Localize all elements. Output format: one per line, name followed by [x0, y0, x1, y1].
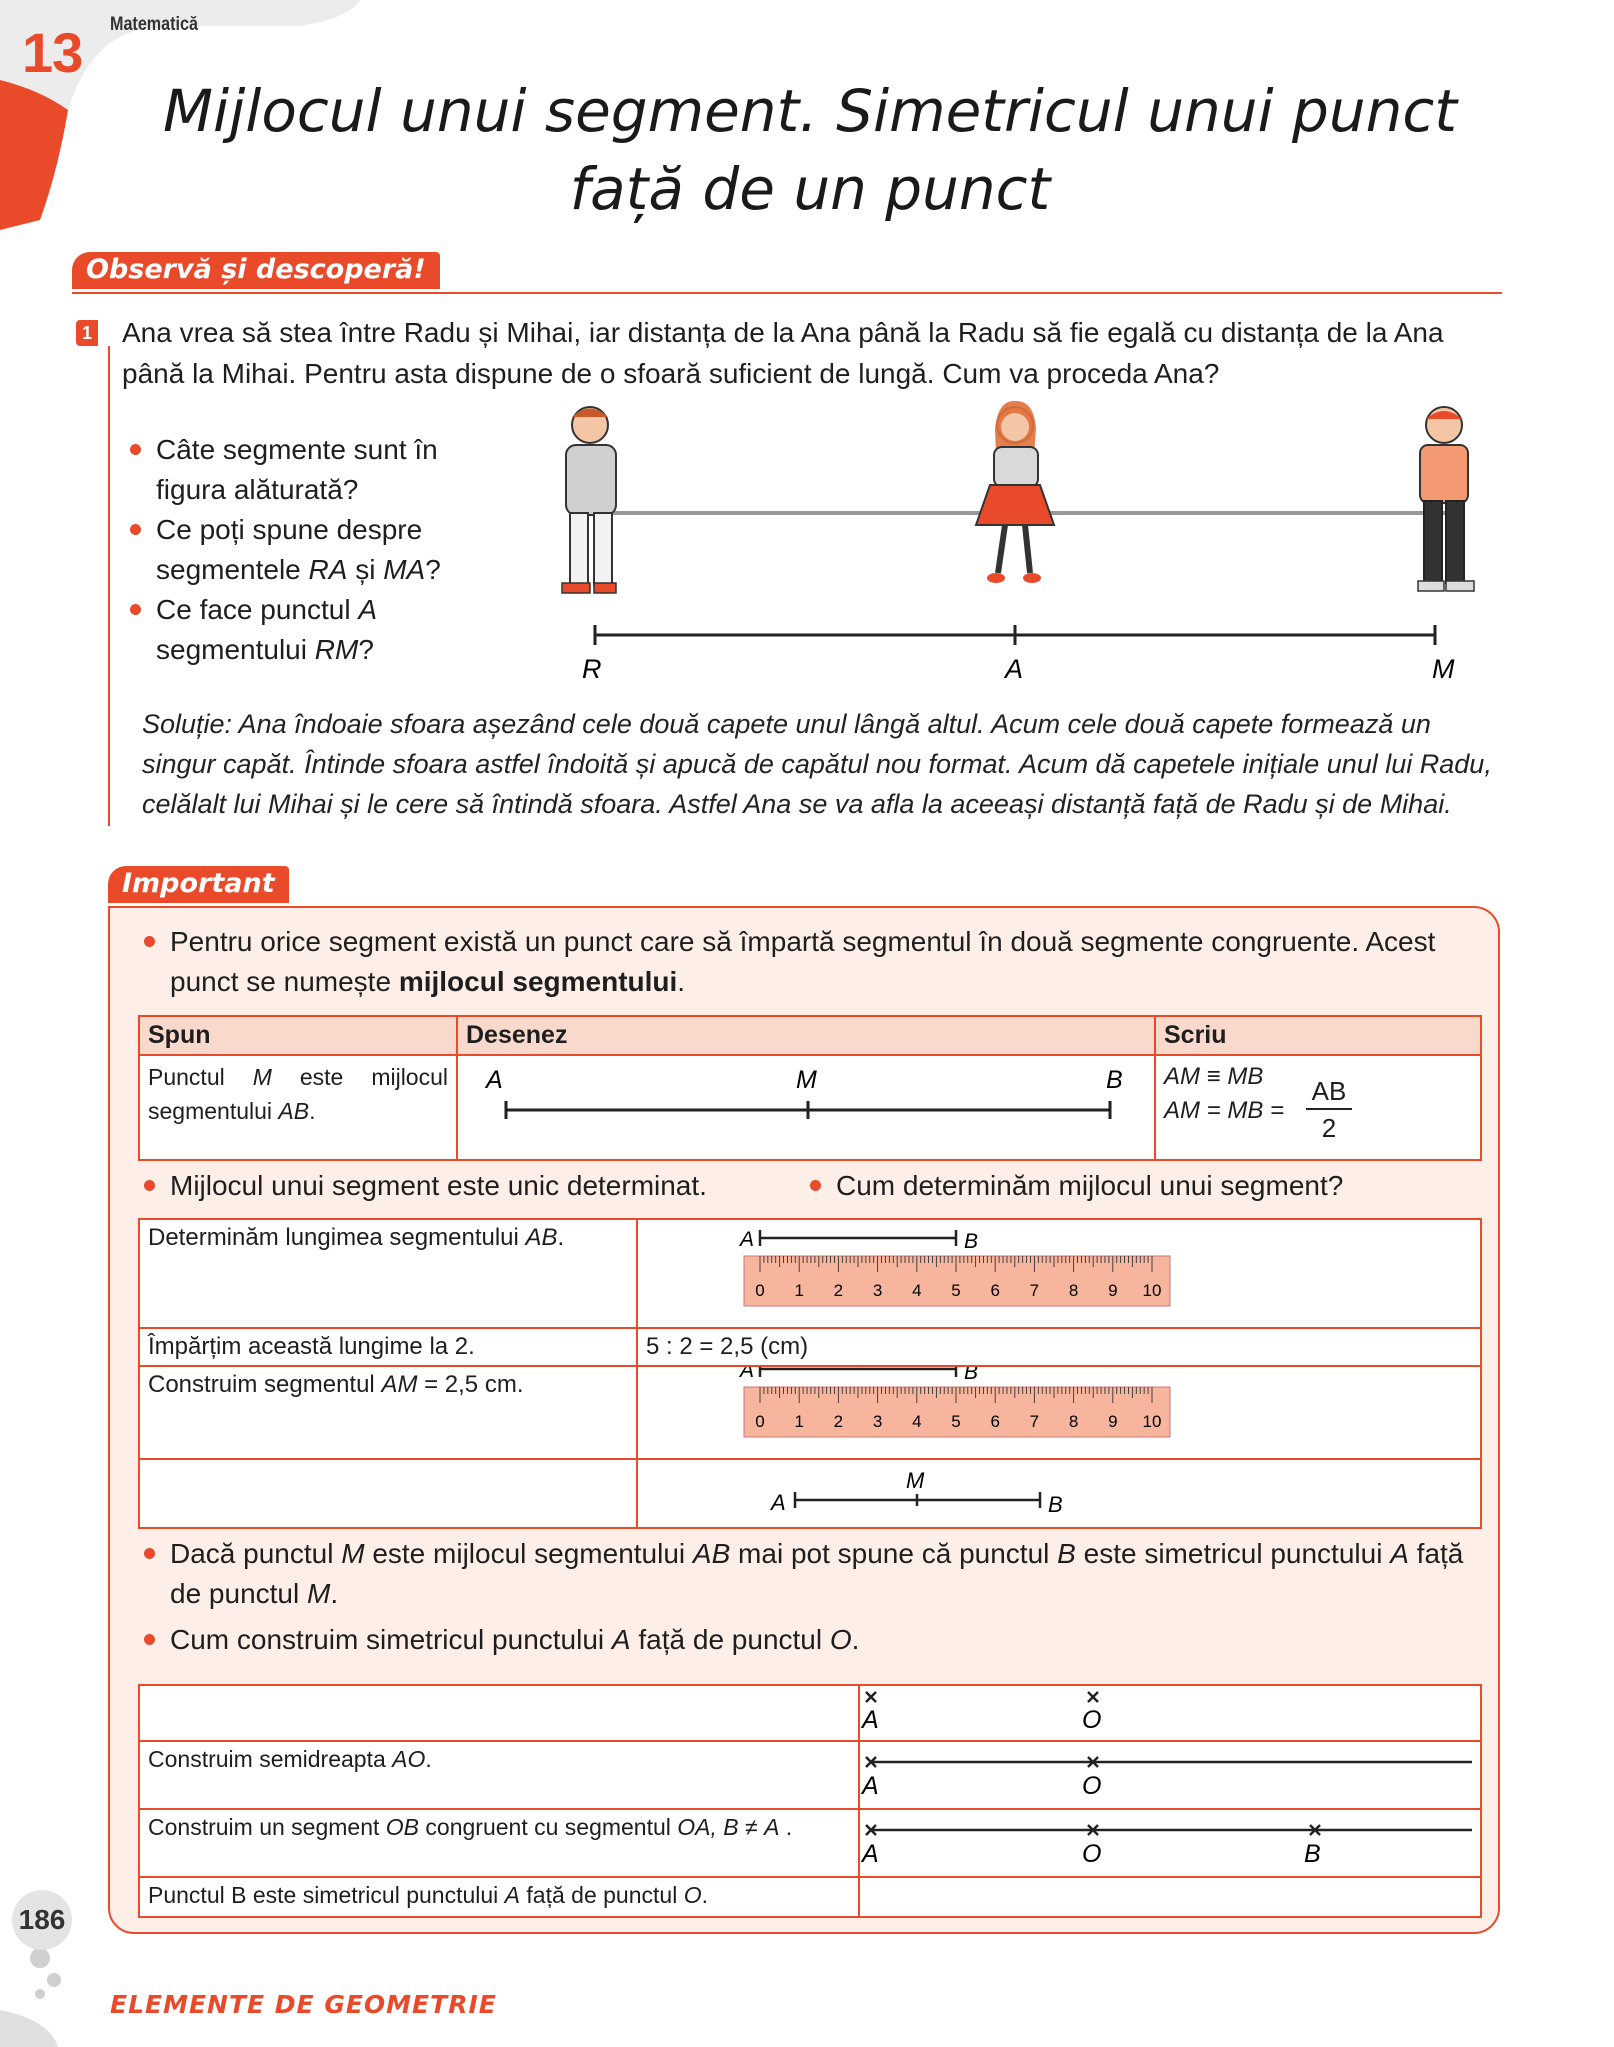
point-label-o: O [1082, 1706, 1102, 1734]
column-header: Spun [139, 1016, 457, 1055]
girl-ana-figure [976, 401, 1054, 583]
boy-radu-figure [562, 407, 616, 593]
ruler-tick-label: 0 [755, 1281, 765, 1300]
step-cell: Punctul B este simetricul punctului A față de punctul O. [139, 1877, 859, 1917]
ruler-tick-label: 0 [755, 1412, 765, 1431]
segment-amb-result [638, 1460, 1478, 1520]
drawing-cell [859, 1877, 1481, 1917]
ruler-tick-label: 7 [1029, 1281, 1040, 1300]
point-label-b: B [1106, 1066, 1123, 1094]
desenez-cell [457, 1055, 1155, 1160]
point-label-b: B [1048, 1492, 1063, 1517]
exercise-text: Ana vrea să stea între Radu și Mihai, iar distanța de la Ana până la Radu să fie egală cu distanța de la Ana până la Mihai. Pentru asta dispune de o sfoară suficient de lungă. Cum va proceda Ana? [122, 317, 1444, 389]
ruler-tick-label: 5 [951, 1281, 961, 1300]
segment-ab-drawing [458, 1056, 1138, 1152]
midpoint-definition-table [138, 1015, 1482, 1161]
point-label-a: A [486, 1066, 503, 1094]
question-item: Ce poți spune despre segmentele RA și MA? [126, 510, 466, 590]
title-line-1: Mijlocul unui segment. Simetricul unui punct [163, 77, 1457, 145]
point-label-b: B [964, 1230, 979, 1253]
ruler-tick-label: 9 [1108, 1412, 1118, 1431]
important-bullet: Dacă punctul M este mijlocul segmentului AB mai pot spune că punctul B este simetricul punctului A față de punctul M. [140, 1534, 1490, 1614]
ruler-tick-label: 5 [951, 1412, 961, 1431]
footer-dots-decoration [0, 1940, 120, 2047]
points-a-o [860, 1686, 1480, 1734]
step-cell [139, 1459, 637, 1528]
ruler-tick-label: 4 [912, 1412, 922, 1431]
step-cell: Construim semidreapta AO. [139, 1741, 859, 1809]
scriu-cell [1155, 1055, 1481, 1160]
ruler-tick-label: 3 [872, 1281, 883, 1300]
step-cell: Împărțim această lungime la 2. [139, 1328, 637, 1366]
computation-cell: 5 : 2 = 2,5 (cm) [637, 1328, 1481, 1366]
ray-ao [860, 1742, 1480, 1802]
question-item: Câte segmente sunt în figura alăturată? [126, 430, 466, 510]
important-bullet: Cum determinăm mijlocul unui segment? [806, 1166, 1343, 1206]
column-header: Desenez [457, 1016, 1155, 1055]
exercise-number: 1 [76, 320, 98, 346]
spun-cell: Punctul M este mijlocul segmentului AB. [139, 1055, 457, 1160]
ruler-tick-label: 4 [912, 1281, 922, 1300]
ruler-tick-label: 8 [1068, 1281, 1079, 1300]
step-cell [139, 1685, 859, 1741]
important-bullet: Mijlocul unui segment este unic determinat. [140, 1166, 707, 1206]
point-label-a: A [1005, 654, 1024, 684]
important-bullet: Cum construim simetricul punctului A față de punctul O. [140, 1620, 1490, 1660]
ruler-measure-ab [638, 1220, 1478, 1320]
point-label-m: M [906, 1468, 925, 1493]
point-label-a: A [740, 1228, 755, 1251]
point-label-o: O [1082, 1840, 1102, 1868]
chapter-number: 13 [22, 21, 83, 84]
point-label-a: A [862, 1706, 879, 1734]
congruence-formula: AM ≡ MB [1164, 1063, 1264, 1090]
column-header: Scriu [1155, 1016, 1481, 1055]
fraction [1306, 1074, 1352, 1146]
subject-label: Matematică [110, 14, 198, 35]
page-number: 186 [12, 1890, 72, 1950]
ruler-tick-label: 1 [794, 1412, 804, 1431]
point-label-a: A [771, 1490, 786, 1515]
fraction-numerator: AB [1306, 1074, 1352, 1110]
point-label-b: B [964, 1367, 979, 1384]
segment-rm [595, 625, 1435, 645]
title-line-2: față de un punct [569, 155, 1051, 223]
ruler-construct-am [638, 1367, 1478, 1451]
ruler-tick-label: 2 [833, 1281, 844, 1300]
ruler-tick-label: 10 [1142, 1412, 1162, 1431]
exercise-margin-line [108, 346, 110, 826]
ruler-cell [637, 1366, 1481, 1459]
ruler-tick-label: 8 [1068, 1412, 1079, 1431]
equality-formula: AM = MB = [1164, 1097, 1285, 1124]
observe-section-tab: Observă și descoperă! [72, 252, 440, 289]
solution-text: Soluție: Ana îndoaie sfoara așezând cele două capete unul lângă altul. Acum cele două capete formează un singur capăt. Întinde sfoara astfel îndoită și apucă de capătul nou format. Acum dă capetele inițiale unul lui Radu, celălalt lui Mihai și le cere să întindă sfoara. Astfel Ana se va afla la aceeași distanță față de Radu și de Mihai. [142, 709, 1492, 819]
point-label-a: A [862, 1772, 879, 1800]
ruler-tick-label: 6 [990, 1281, 1000, 1300]
ruler-tick-label: 7 [1029, 1412, 1040, 1431]
point-label-m: M [1432, 654, 1455, 684]
step-cell: Determinăm lungimea segmentului AB. [139, 1219, 637, 1328]
point-label-b: B [1304, 1840, 1321, 1868]
drawing-cell [859, 1685, 1481, 1741]
symmetric-point-table [138, 1684, 1482, 1918]
ruler-tick-label: 2 [833, 1412, 844, 1431]
important-section-tab: Important [108, 866, 289, 903]
result-cell [637, 1459, 1481, 1528]
point-label-o: O [1082, 1772, 1102, 1800]
children-rope-illustration [520, 395, 1500, 695]
point-label-a: A [862, 1840, 879, 1868]
point-label-m: M [796, 1066, 817, 1094]
point-label-r: R [582, 654, 602, 684]
drawing-cell [859, 1809, 1481, 1877]
ruler-tick-label: 1 [794, 1281, 804, 1300]
ruler-tick-label: 9 [1108, 1281, 1118, 1300]
bold-term: mijlocul segmentului [398, 966, 678, 997]
ruler-cell [637, 1219, 1481, 1328]
step-cell: Construim un segment OB congruent cu segmentul OA, B ≠ A . [139, 1809, 859, 1877]
drawing-cell [859, 1741, 1481, 1809]
section-footer-label: ELEMENTE DE GEOMETRIE [110, 1990, 497, 2019]
question-item: Ce face punctul A segmentului RM? [126, 590, 466, 670]
ruler-tick-label: 6 [990, 1412, 1000, 1431]
point-label-a: A [740, 1367, 755, 1382]
ruler-tick-label: 3 [872, 1412, 883, 1431]
step-cell: Construim segmentul AM = 2,5 cm. [139, 1366, 637, 1459]
midpoint-steps-table [138, 1218, 1482, 1529]
segment-ob [860, 1810, 1480, 1870]
ruler-tick-label: 10 [1142, 1281, 1162, 1300]
boy-mihai-figure [1418, 407, 1474, 591]
important-bullet: Pentru orice segment există un punct care să împartă segmentul în două segmente congruente. Acest punct se numește mijlocul segmentului. [140, 922, 1490, 1002]
question-list [126, 430, 466, 670]
fraction-denominator: 2 [1321, 1113, 1337, 1143]
section-divider [72, 292, 1502, 294]
page-title [140, 72, 1480, 228]
